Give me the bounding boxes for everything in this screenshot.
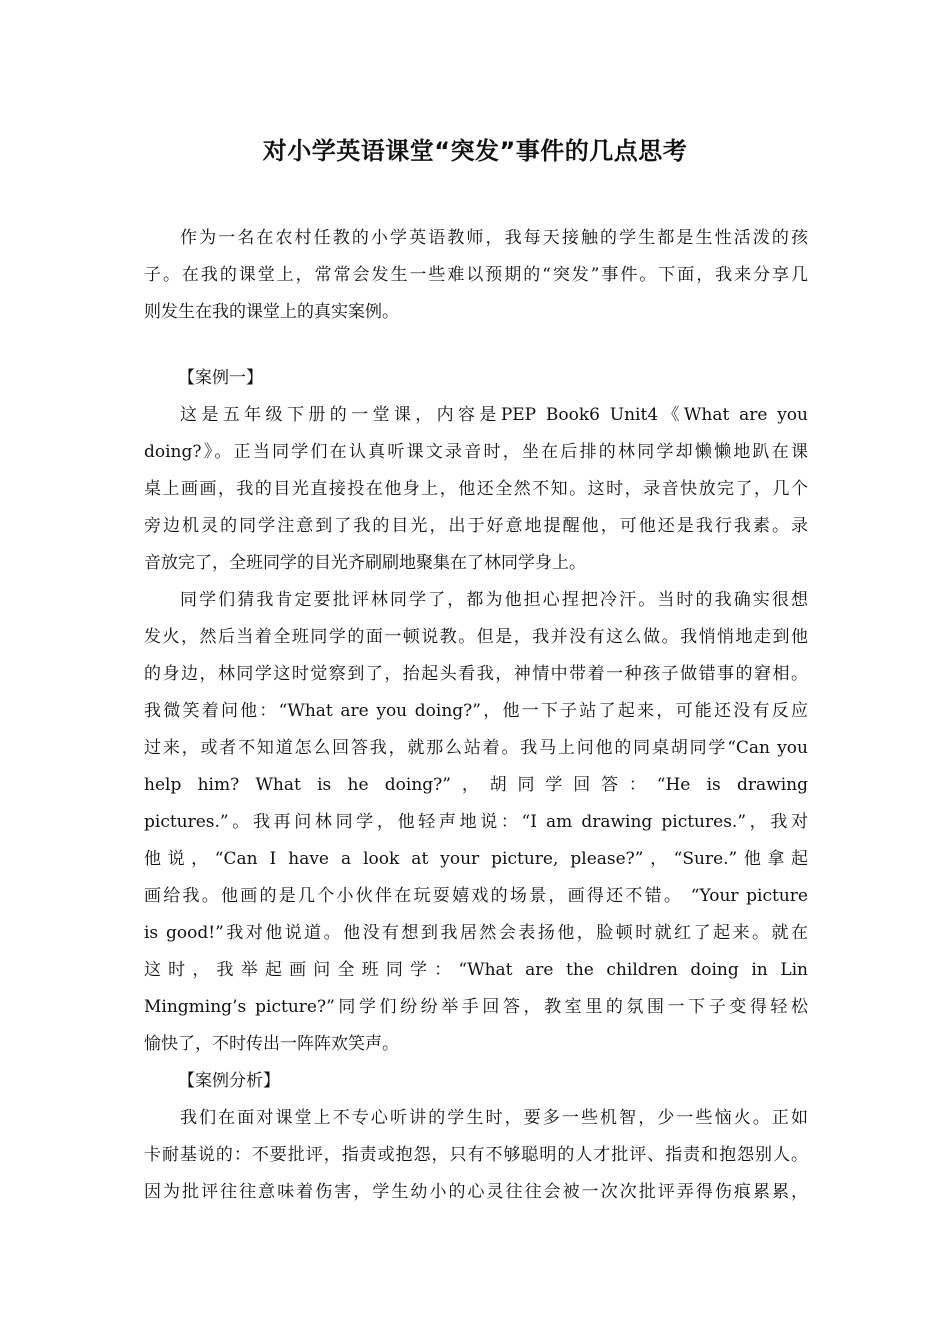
case1-heading: 【案例一】 xyxy=(178,368,263,388)
analysis-heading: 【案例分析】 xyxy=(178,1071,280,1091)
text-line: 则发生在我的课堂上的真实案例。 xyxy=(144,302,399,322)
text-line: 的身边，林同学这时觉察到了，抬起头看我，神情中带着一种孩子做错事的窘相。 xyxy=(144,664,808,684)
text-line: help him? What is he doing?”，胡同学回答：“He is drawing xyxy=(144,775,808,795)
text-line: 这是五年级下册的一堂课，内容是PEP Book6 Unit4《What are you xyxy=(180,405,808,425)
intro-paragraph xyxy=(144,220,808,331)
text-line: is good!”我对他说道。他没有想到我居然会表扬他，脸顿时就红了起来。就在 xyxy=(144,923,808,943)
text-line: 画给我。他画的是几个小伙伴在玩耍嬉戏的场景，画得还不错。 “Your picture xyxy=(144,886,808,906)
text-line: 过来，或者不知道怎么回答我，就那么站着。我马上问他的同桌胡同学“Can you xyxy=(144,738,808,758)
text-line: 这时，我举起画问全班同学：“What are the children doing in Lin xyxy=(144,960,808,980)
text-line: 桌上画画，我的目光直接投在他身上，他还全然不知。这时，录音快放完了，几个 xyxy=(144,479,808,499)
text-line: 愉快了，不时传出一阵阵欢笑声。 xyxy=(144,1034,399,1054)
document-body xyxy=(144,220,808,1211)
text-line: 因为批评往往意味着伤害，学生幼小的心灵往往会被一次次批评弄得伤痕累累， xyxy=(144,1182,808,1202)
text-line: 我们在面对课堂上不专心听讲的学生时，要多一些机智，少一些恼火。正如 xyxy=(180,1108,808,1128)
case1-paragraph-1 xyxy=(144,397,808,582)
analysis-paragraph xyxy=(144,1100,808,1211)
text-line: 子。在我的课堂上，常常会发生一些难以预期的“突发”事件。下面，我来分享几 xyxy=(144,265,808,285)
text-line: 音放完了，全班同学的目光齐刷刷地聚集在了林同学身上。 xyxy=(144,553,586,573)
text-line: 旁边机灵的同学注意到了我的目光，出于好意地提醒他，可他还是我行我素。录 xyxy=(144,516,808,536)
text-line: Mingming’s picture?”同学们纷纷举手回答，教室里的氛围一下子变得轻松 xyxy=(144,997,808,1017)
text-line: 卡耐基说的：不要批评，指责或抱怨，只有不够聪明的人才批评、指责和抱怨别人。 xyxy=(144,1145,808,1165)
text-line: 同学们猜我肯定要批评林同学了，都为他担心捏把冷汗。当时的我确实很想 xyxy=(180,590,808,610)
case1-paragraph-2 xyxy=(144,582,808,1063)
document-title: 对小学英语课堂“突发”事件的几点思考 xyxy=(262,137,688,165)
text-line: pictures.”。我再问林同学，他轻声地说：“I am drawing pictures.”，我对 xyxy=(144,812,808,832)
text-line: doing?》。正当同学们在认真听课文录音时，坐在后排的林同学却懒懒地趴在课 xyxy=(144,442,808,462)
text-line: 发火，然后当着全班同学的面一顿说教。但是，我并没有这么做。我悄悄地走到他 xyxy=(144,627,808,647)
text-line: 我微笑着问他：“What are you doing?”，他一下子站了起来，可能还没有反应 xyxy=(144,701,808,721)
text-line: 作为一名在农村任教的小学英语教师，我每天接触的学生都是生性活泼的孩 xyxy=(180,228,808,248)
text-line: 他说，“Can I have a look at your picture, please?”，“Sure.”他拿起 xyxy=(144,849,808,869)
